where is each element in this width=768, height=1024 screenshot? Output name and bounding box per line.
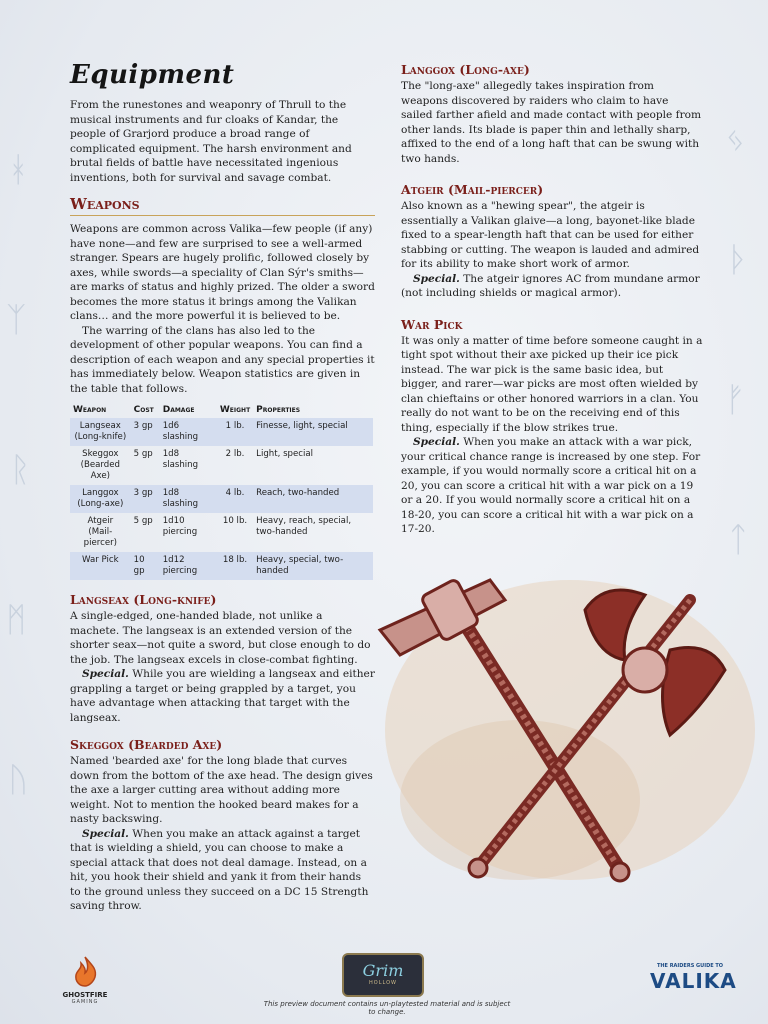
- weapon-name: War Pick: [82, 555, 119, 565]
- properties-cell: Heavy, special, two-handed: [253, 552, 373, 580]
- langseax-heading: Langseax (Long-knife): [70, 592, 217, 607]
- rune-decoration: ᛏ: [728, 520, 749, 560]
- weapon-name: Langgox: [82, 488, 119, 498]
- weapons-paragraph: Weapons are common across Valika—few people (if any) have none—and few are surprised to see a well-armed stranger. Spears are hugely prolific, followed closely by axes, while swords—a speciality of Clan Sýr's smiths—are marks of status and highly prized. The older a sword becomes the more status it brings among the Valikan clans… and the more powerful it is believed to be.: [70, 223, 375, 322]
- axe-pommel: [469, 859, 487, 877]
- cost-cell: 10 gp: [131, 552, 160, 580]
- rune-decoration: ᛃ: [725, 120, 746, 160]
- weapon-name-cell: [70, 513, 131, 552]
- damage-cell: 1d6 slashing: [160, 418, 217, 446]
- weapon-name: Skeggox: [82, 449, 119, 459]
- grim-hollow-logo: [342, 953, 424, 997]
- cost-cell: 3 gp: [131, 485, 160, 513]
- weapon-alias: (Bearded Axe): [80, 460, 121, 481]
- table-row: [70, 552, 373, 580]
- weapon-alias: (Long-knife): [74, 432, 127, 442]
- atgeir-body: Also known as a "hewing spear", the atgeir is essentially a Valikan glaive—a long, bayonet-like blade fixed to a spear-length haft that can be used for either stabbing or cutting. The weapon is lauded and admired for its ability to make short work of armor.: [401, 200, 700, 270]
- warpick-special: [401, 435, 703, 537]
- weight-cell: 4 lb.: [217, 485, 253, 513]
- table-header: Weapon: [73, 405, 107, 415]
- weapon-name-cell: [70, 552, 131, 580]
- atgeir-special: [401, 272, 703, 301]
- langgox-heading: Langgox (Long-axe): [401, 62, 530, 77]
- rune-decoration: ᚠ: [725, 380, 746, 420]
- damage-cell: 1d12 piercing: [160, 552, 217, 580]
- table-header: Weight: [219, 405, 251, 415]
- weapons-heading: Weapons: [70, 195, 375, 216]
- rune-decoration: ᚱ: [10, 450, 31, 490]
- valika-logo-subtext: THE RAIDERS GUIDE TO: [656, 963, 724, 969]
- langgox-body: The "long-axe" allegedly takes inspiration from weapons discovered by raiders who claim to have sailed farther afield and made contact with people from other lands. Its blade is paper thin and lethally sharp, affixed to the end of a long haft that can be swung with two hands.: [401, 80, 702, 165]
- ghostfire-logo-text: GHOSTFIRE: [62, 991, 108, 999]
- weight-cell: 18 lb.: [217, 552, 253, 580]
- rune-decoration: ᛉ: [6, 300, 27, 340]
- table-row: [70, 485, 373, 513]
- properties-cell: Reach, two-handed: [253, 485, 373, 513]
- properties-cell: Finesse, light, special: [253, 418, 373, 446]
- grim-hollow-logo-subtext: HOLLOW: [369, 980, 397, 986]
- ghostfire-logo: [60, 955, 110, 1005]
- weapon-name-cell: [70, 418, 131, 446]
- weight-cell: 2 lb.: [225, 449, 245, 459]
- special-label: Special.: [413, 272, 460, 285]
- weapon-alias: (Mail-piercer): [83, 527, 117, 548]
- war-pick-pommel: [611, 863, 629, 881]
- properties-cell: Light, special: [256, 449, 314, 459]
- cost-cell: 5 gp: [133, 449, 153, 459]
- table-row: [70, 418, 373, 446]
- footer-disclaimer: This preview document contains un-playtested material and is subject to change.: [263, 1000, 511, 1016]
- grim-hollow-logo-text: Grim: [362, 961, 404, 980]
- ghostfire-logo-subtext: GAMING: [71, 999, 99, 1005]
- weapon-name: Atgeir: [87, 516, 114, 526]
- special-label: Special.: [413, 436, 460, 448]
- flame-icon: [70, 955, 100, 987]
- special-label: Special.: [82, 827, 129, 840]
- cost-cell: 3 gp: [131, 418, 160, 446]
- special-text: The atgeir ignores AC from mundane armor (not including shields or magical armor).: [401, 272, 700, 299]
- damage-cell: 1d10 piercing: [162, 516, 198, 537]
- special-label: Special.: [82, 668, 129, 680]
- rune-decoration: ᛗ: [6, 600, 27, 640]
- weight-cell: 10 lb.: [222, 516, 248, 526]
- valika-logo: [650, 963, 737, 993]
- skeggox-special: [70, 827, 375, 914]
- skeggox-body: Named 'bearded axe' for the long blade that curves down from the bottom of the axe head. The design gives the axe a larger cutting area without adding more weight. Not to mention the hooked beard makes for a nasty backswing.: [70, 755, 373, 825]
- valika-logo-text: VALIKA: [650, 969, 737, 993]
- special-text: While you are wielding a langseax and either grappling a target or being grappled by a target, you have advantage when attacking that target with the langseax.: [70, 668, 375, 724]
- table-header: Properties: [256, 405, 301, 415]
- special-text: When you make an attack against a target that is wielding a shield, you can choose to make a special attack that does not deal damage. Instead, on a hit, you hook their shield and yank it from their hands to the ground unless they succeed on a DC 15 Strength saving throw.: [70, 827, 369, 912]
- table-header: Damage: [162, 405, 195, 415]
- axe-head-center: [623, 648, 667, 692]
- weapon-name-cell: [70, 446, 131, 485]
- weapon-alias: (Long-axe): [77, 499, 124, 509]
- left-column: [70, 60, 375, 914]
- weapons-paragraph: The warring of the clans has also led to the development of other popular weapons. You can find a description of each weapon and any special properties it has immediately below. Weapon statistics are given in the table that follows.: [70, 324, 375, 395]
- table-row: [70, 513, 373, 552]
- langseax-body: A single-edged, one-handed blade, not unlike a machete. The langseax is an extended version of the shorter seax—not quite a sword, but close enough to do the job. The langseax excels in close-combat fighting.: [70, 610, 371, 666]
- skeggox-heading: Skeggox (Bearded Axe): [70, 737, 223, 752]
- damage-cell: 1d8 slashing: [162, 449, 199, 470]
- right-column: [401, 60, 703, 537]
- crossed-weapons-illustration: [370, 560, 760, 890]
- table-header-row: [70, 402, 373, 418]
- rune-decoration: ᚦ: [728, 240, 749, 280]
- warpick-body: It was only a matter of time before someone caught in a tight spot without their axe picked up their ice pick instead. The war pick is the same basic idea, but bigger, and rarer—war picks are most often wielded by clan chieftains or other honored warriors in a clan. You really do not want to be on the receiving end of this thing, especially if the blow strikes true.: [401, 334, 703, 434]
- table-header: Cost: [133, 405, 154, 415]
- weapon-name: Langseax: [79, 421, 121, 431]
- weapon-name-cell: [70, 485, 131, 513]
- damage-cell: 1d8 slashing: [160, 485, 217, 513]
- rune-decoration: ᚼ: [8, 150, 29, 190]
- warpick-heading: War Pick: [401, 316, 463, 332]
- table-row: [70, 446, 373, 485]
- cost-cell: 5 gp: [133, 516, 153, 526]
- intro-paragraph: From the runestones and weaponry of Thrull to the musical instruments and fur cloaks of Kandar, the people of Grarjord produce a broad range of complicated equipment. The harsh environment and brutal fields of battle have necessitated ingenious inventions, both for survival and savage combat.: [70, 99, 352, 184]
- special-text: When you make an attack with a war pick, your critical chance range is increased by one step. For example, if you would normally score a critical hit on a 20, you can score a critical hit with a war pick on a 19 or a 20. If you would normally score a critical hit on a 18-20, you can score a critical hit with a war pick on a 17-20.: [401, 436, 701, 535]
- properties-cell: Heavy, reach, special, two-handed: [256, 516, 352, 537]
- langseax-special: [70, 667, 375, 725]
- page-title: Equipment: [70, 60, 235, 90]
- weight-cell: 1 lb.: [217, 418, 253, 446]
- weapons-table: [70, 402, 373, 580]
- rune-decoration: ᚢ: [8, 760, 29, 800]
- atgeir-heading: Atgeir (Mail-piercer): [401, 182, 544, 197]
